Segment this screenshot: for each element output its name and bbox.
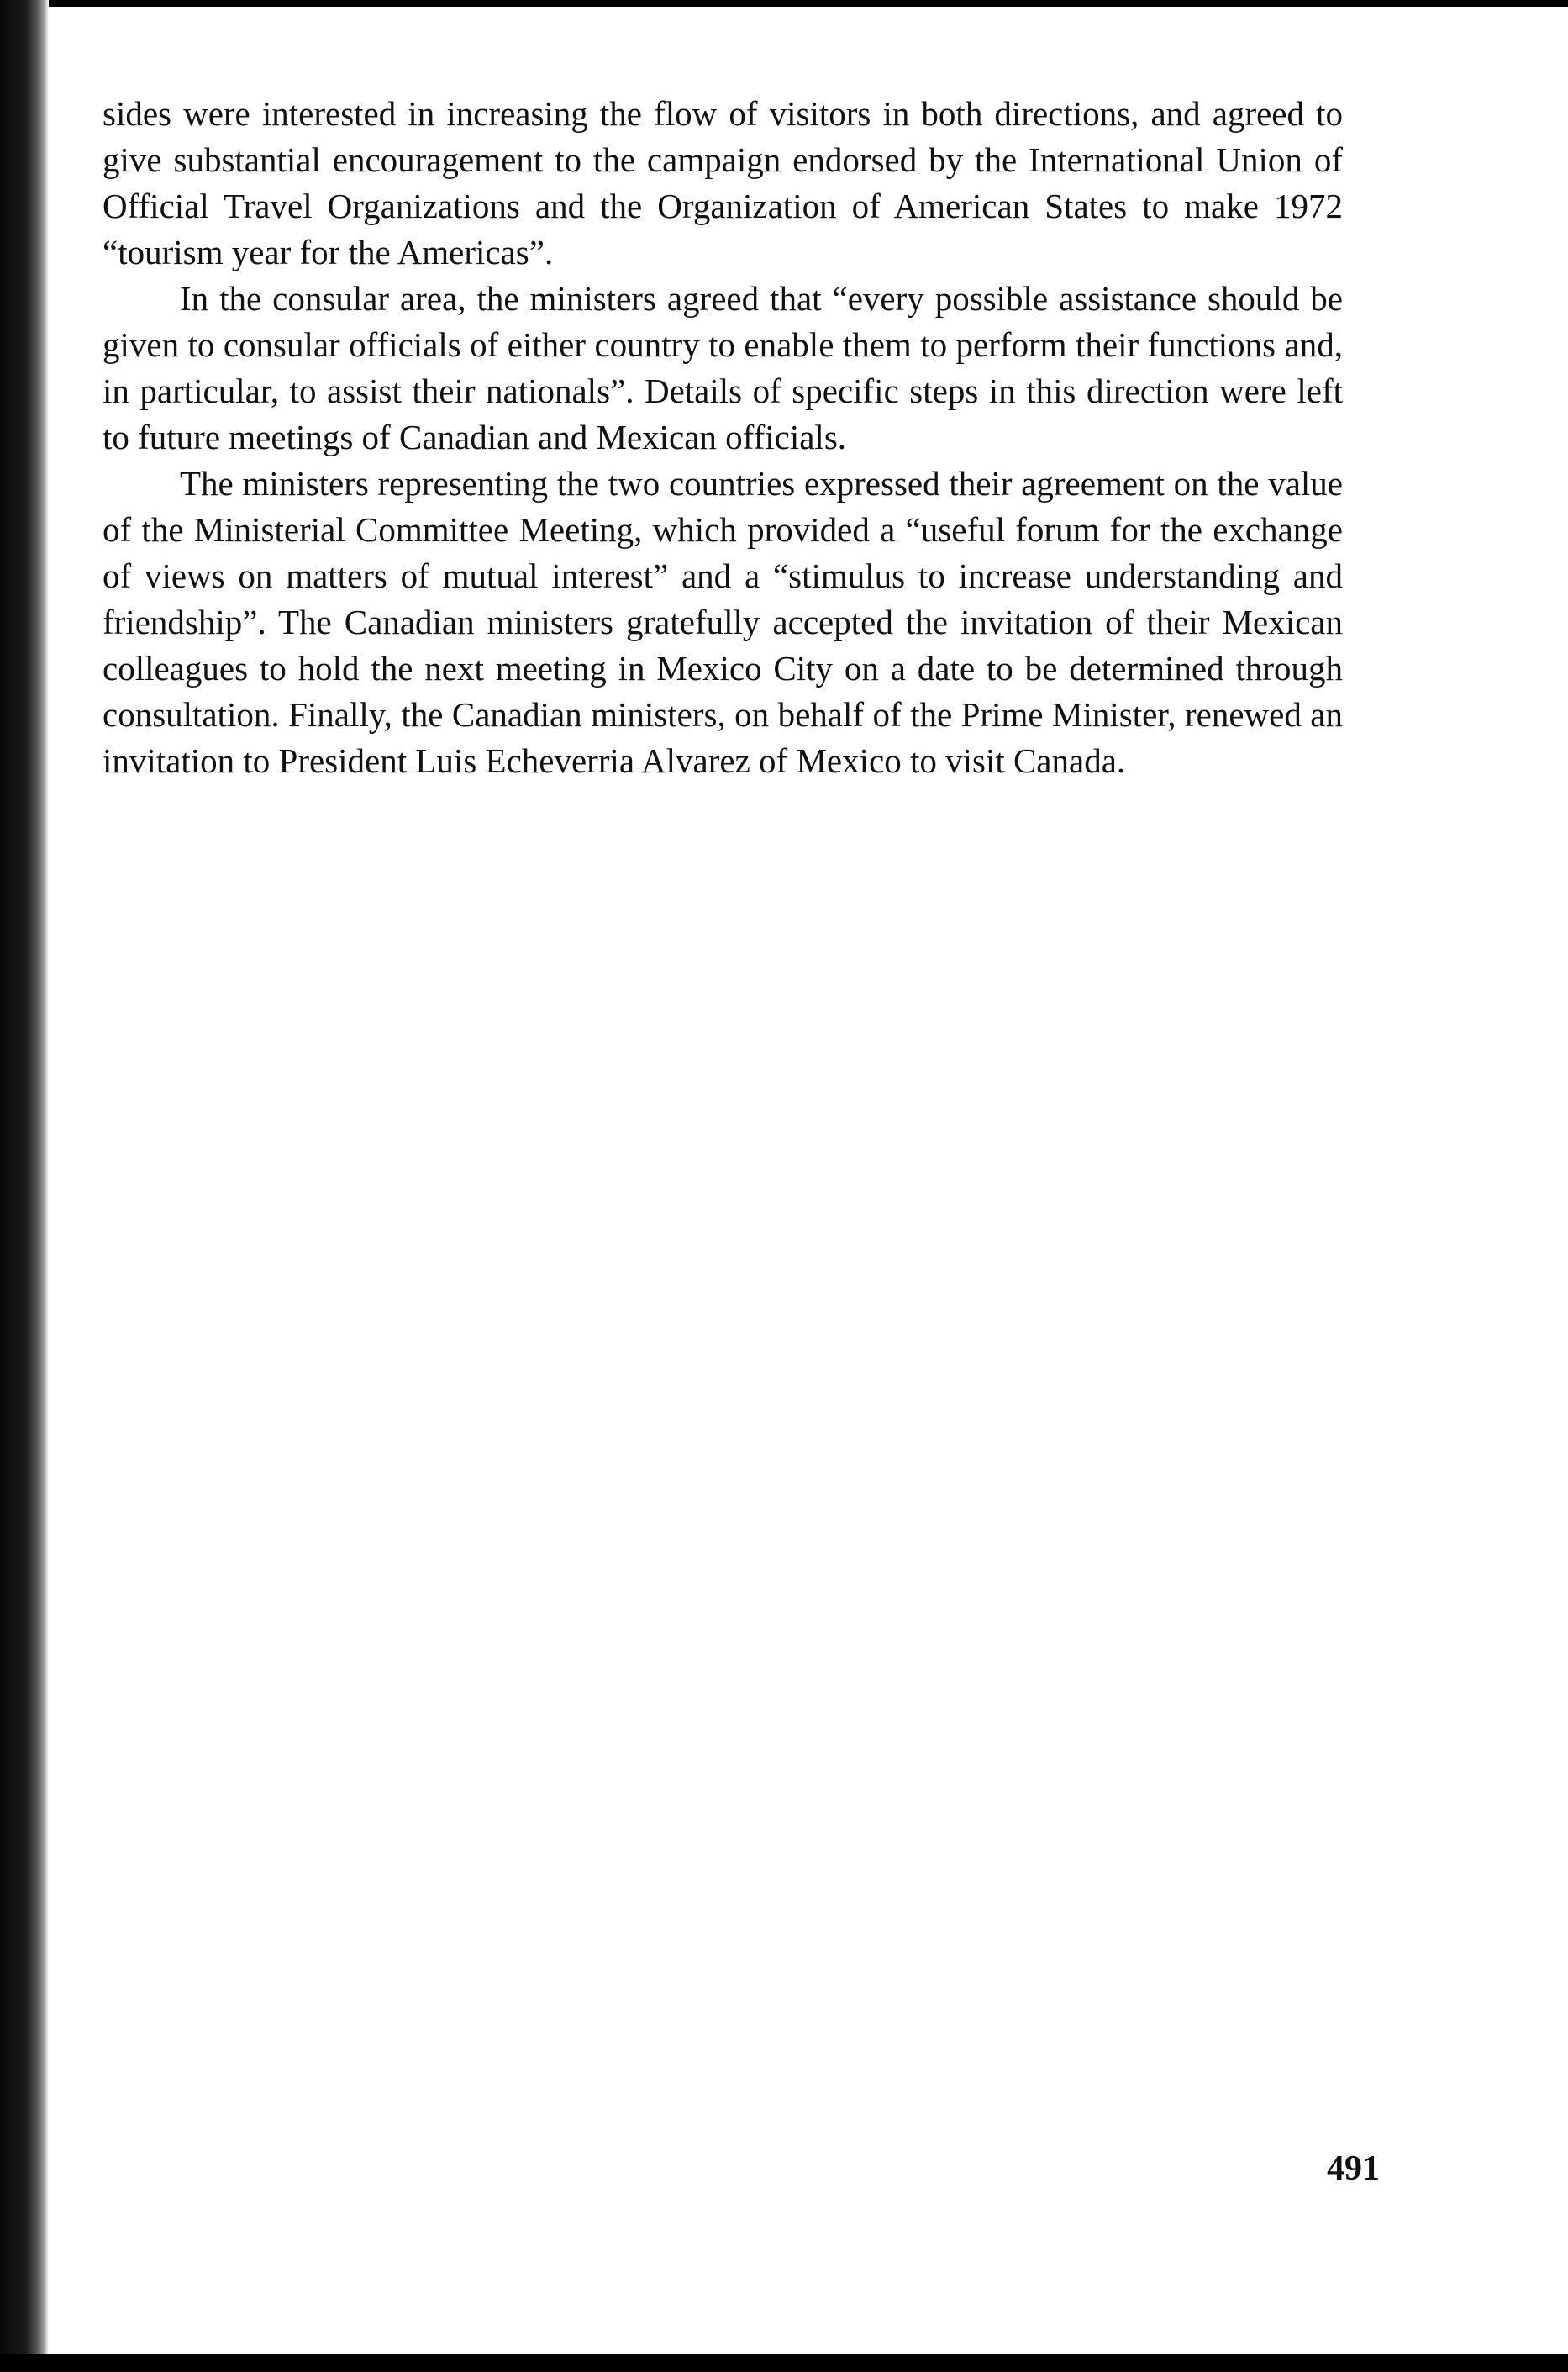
page-number: 491: [1327, 2149, 1380, 2188]
paragraph-consular-area: In the consular area, the ministers agreed that “every possible assistance should be given to consular officials of either country to enable them to perform their functions and, in particular, to assist their nationals”. Details of specific steps in this direction were left to future meetings of Canadian and Mexican officials.: [103, 279, 1343, 456]
paragraph-ministers-agreement: The ministers representing the two countries expressed their agreement on the value of the Ministerial Committee Meeting, which provided a “useful forum for the exchange of views on matters of mutual interest” and a “stimulus to increase understanding and friendship”. The Canadian ministers gratefully accepted the invitation of their Mexican colleagues to hold the next meeting in Mexico City on a date to be determined through consultation. Finally, the Canadian ministers, on behalf of the Prime Minister, renewed an invitation to President Luis Echeverria Alvarez of Mexico to visit Canada.: [103, 464, 1343, 780]
scan-edge-left: [0, 0, 49, 2372]
body-text: [103, 91, 1343, 784]
paragraph-continued: sides were interested in increasing the flow of visitors in both directions, and agreed to give substantial encouragement to the campaign endorsed by the International Union of Official Travel Organizations and the Organization of American States to make 1972 “tourism year for the Americas”.: [103, 94, 1343, 271]
scan-edge-bottom: [0, 2354, 1568, 2372]
scan-edge-top: [0, 0, 1568, 7]
